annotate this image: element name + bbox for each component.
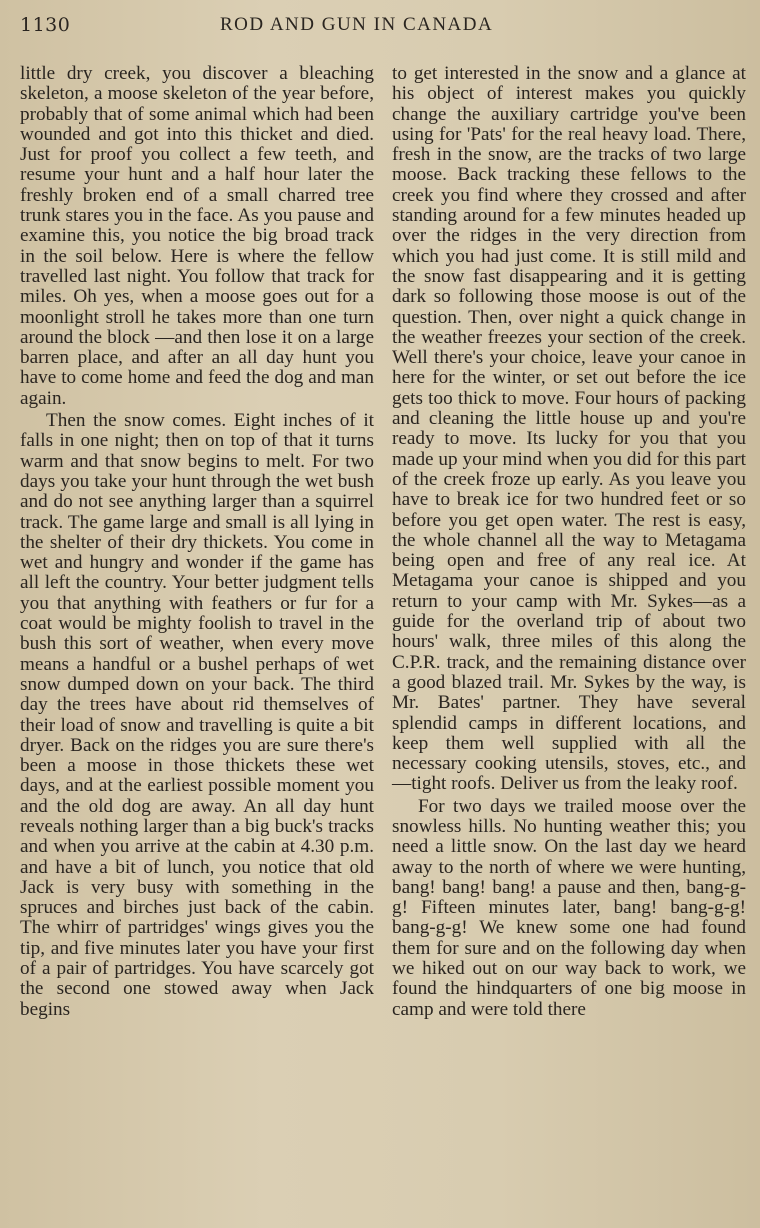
page-header <box>0 14 760 42</box>
paragraph: For two days we trailed moose over the snowless hills. No hunting weather this; you need a little snow. On the last day we heard away to the north of where we were hunting, bang! bang! bang! a pause and then, bang-g-g! Fifteen minutes later, bang! bang-g-g! bang-g-g! We knew some one had found them for sure and on the following day when we hiked out on our way back to work, we found the hindquarters of one big moose in camp and were told there <box>392 795 746 1020</box>
paragraph: Then the snow comes. Eight inches of it falls in one night; then on top of that it turns warm and that snow begins to melt. For two days you take your hunt through the wet bush and do not see anything larger than a squirrel track. The game large and small is all lying in the shelter of their dry thickets. You come in wet and hungry and wonder if the game has all left the country. Your better judgment tells you that anything with feathers or fur for a coat would be mighty foolish to travel in the bush this sort of weather, when every move means a handful or a bushel perhaps of wet snow dumped down on your back. The third day the trees have about rid themselves of their load of snow and travelling is quite a bit dryer. Back on the ridges you are sure there's been a moose in those thickets these wet days, and at the earliest possible moment you and the old dog are away. An all day hunt reveals nothing larger than a big buck's tracks and when you arrive at the cabin at 4.30 p.m. and have a bit of lunch, you notice that old Jack is very busy with something in the spruces and birches just back of the cabin. The whirr of partridges' wings gives you the tip, and five minutes later you have your first of a pair of partridges. You have scarcely got the second one stowed away when Jack begins <box>20 410 374 1020</box>
running-head: ROD AND GUN IN CANADA <box>220 14 494 35</box>
paragraph: little dry creek, you discover a bleaching skeleton, a moose skeleton of the year before, probably that of some animal which had been wounded and got into this thicket and died. Just for proof you collect a few teeth, and resume your hunt and a half hour later the freshly broken end of a small charred tree trunk stares you in the face. As you pause and examine this, you notice the big broad track in the soil below. Here is where the fellow travelled last night. You follow that track for miles. Oh yes, when a moose goes out for a moonlight stroll he takes more than one turn around the block —and then lose it on a large barren place, and after an all day hunt you have to come home and feed the dog and man again. <box>20 63 374 409</box>
left-column <box>20 64 374 1020</box>
page-number: 1130 <box>20 14 71 36</box>
right-column <box>392 64 746 1020</box>
paragraph: to get interested in the snow and a glance at his object of interest makes you quickly change the auxiliary cartridge you've been using for 'Pats' for the real heavy load. There, fresh in the snow, are the tracks of two large moose. Back tracking these fellows to the creek you find where they crossed and after standing around for a few minutes headed up over the ridges in the very direction from which you had just come. It is still mild and the snow fast disappearing and it is getting dark so following those moose is out of the question. Then, over night a quick change in the weather freezes your section of the creek. Well there's your choice, leave your canoe in here for the winter, or set out before the ice gets too thick to move. Four hours of packing and cleaning the little house up and you're ready to move. Its lucky for you that you made up your mind when you did for this part of the creek froze up early. As you leave you have to break ice for two hundred feet or so before you get open water. The rest is easy, the whole channel all the way to Metagama being open and free of any real ice. At Metagama your canoe is shipped and you return to your camp with Mr. Sykes—as a guide for the overland trip of about two hours' walk, three miles of this along the C.P.R. track, and the remaining distance over a good blazed trail. Mr. Sykes by the way, is Mr. Bates' partner. They have several splendid camps in different locations, and keep them well supplied with all the necessary cooking utensils, stoves, etc., and—tight roofs. Deliver us from the leaky roof. <box>392 63 746 795</box>
